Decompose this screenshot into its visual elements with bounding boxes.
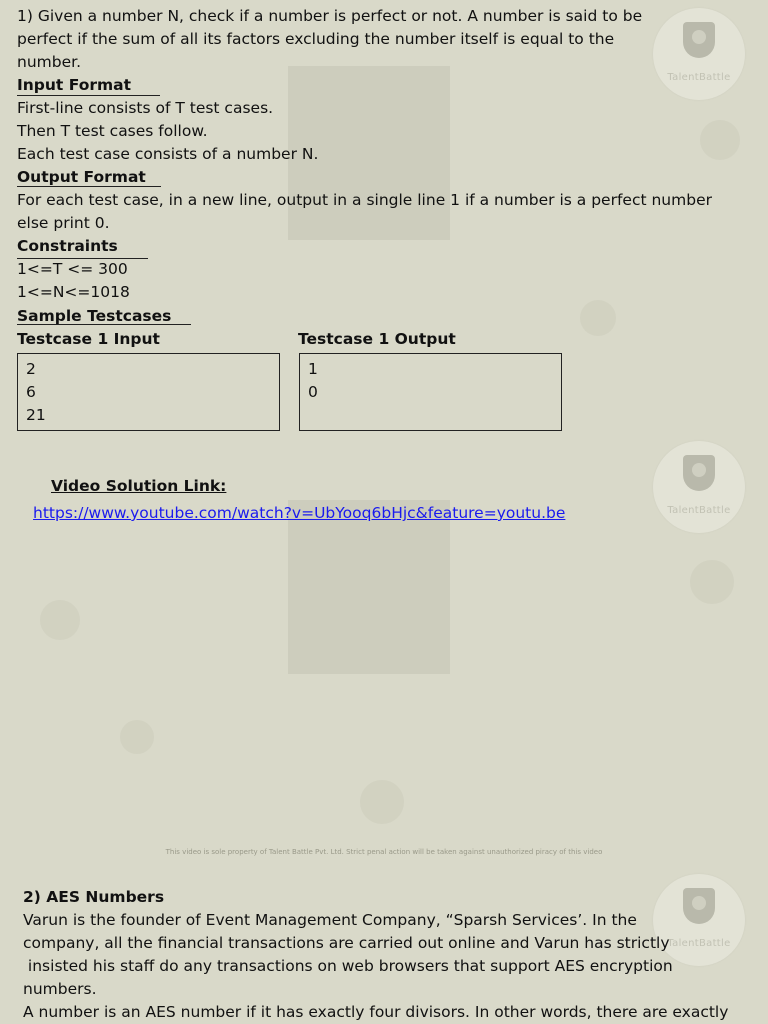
heading-underline bbox=[17, 324, 191, 325]
q2-statement-line: A number is an AES number if it has exactly four divisors. In other words, there are exactly bbox=[23, 1003, 729, 1021]
talentbattle-logo: TalentBattle bbox=[653, 874, 745, 966]
testcase-input-label: Testcase 1 Input bbox=[17, 330, 160, 348]
video-solution-link[interactable]: https://www.youtube.com/watch?v=UbYooq6bHjc&feature=youtu.be bbox=[33, 504, 566, 522]
heading-underline bbox=[17, 95, 160, 96]
q1-statement-line: 1) Given a number N, check if a number is perfect or not. A number is said to be bbox=[17, 7, 643, 25]
shield-icon bbox=[683, 22, 715, 58]
video-solution-label: Video Solution Link: bbox=[51, 477, 227, 495]
watermark-block-middle bbox=[288, 500, 450, 674]
talentbattle-logo: TalentBattle bbox=[653, 441, 745, 533]
testcase-output-value: 1 bbox=[308, 360, 318, 378]
output-format-line: else print 0. bbox=[17, 214, 110, 232]
constraint-line: 1<=N<=1018 bbox=[17, 283, 130, 301]
input-format-line: First-line consists of T test cases. bbox=[17, 99, 274, 117]
testcase-input-value: 2 bbox=[26, 360, 36, 378]
testcase-output-value: 0 bbox=[308, 383, 318, 401]
decorative-icon bbox=[360, 780, 404, 824]
decorative-icon bbox=[40, 600, 80, 640]
q1-statement-line: number. bbox=[17, 53, 81, 71]
output-format-heading: Output Format bbox=[17, 168, 146, 186]
testcase-input-box bbox=[17, 353, 280, 431]
q2-statement-line: insisted his staff do any transactions on web browsers that support AES encryption bbox=[23, 957, 673, 975]
constraints-heading: Constraints bbox=[17, 237, 118, 255]
decorative-icon bbox=[580, 300, 616, 336]
testcase-output-box bbox=[299, 353, 562, 431]
heading-underline bbox=[17, 186, 161, 187]
input-format-line: Then T test cases follow. bbox=[17, 122, 208, 140]
q2-statement-line: Varun is the founder of Event Management Company, “Sparsh Services’. In the bbox=[23, 911, 637, 929]
copyright-note: This video is sole property of Talent Battle Pvt. Ltd. Strict penal action will be taken against unauthorized piracy of this video bbox=[165, 848, 603, 856]
decorative-icon bbox=[700, 120, 740, 160]
q2-heading: 2) AES Numbers bbox=[23, 888, 165, 906]
talentbattle-logo: TalentBattle bbox=[653, 8, 745, 100]
decorative-icon bbox=[690, 560, 734, 604]
testcase-input-value: 6 bbox=[26, 383, 36, 401]
q2-statement-line: numbers. bbox=[23, 980, 97, 998]
output-format-line: For each test case, in a new line, output in a single line 1 if a number is a perfect number bbox=[17, 191, 712, 209]
decorative-icon bbox=[120, 720, 154, 754]
shield-icon bbox=[683, 455, 715, 491]
input-format-heading: Input Format bbox=[17, 76, 132, 94]
testcase-output-label: Testcase 1 Output bbox=[298, 330, 456, 348]
input-format-line: Each test case consists of a number N. bbox=[17, 145, 319, 163]
q1-statement-line: perfect if the sum of all its factors excluding the number itself is equal to the bbox=[17, 30, 615, 48]
shield-icon bbox=[683, 888, 715, 924]
q2-statement-line: company, all the financial transactions are carried out online and Varun has strictly bbox=[23, 934, 670, 952]
testcase-input-value: 21 bbox=[26, 406, 46, 424]
constraint-line: 1<=T <= 300 bbox=[17, 260, 128, 278]
sample-testcases-heading: Sample Testcases bbox=[17, 307, 172, 325]
